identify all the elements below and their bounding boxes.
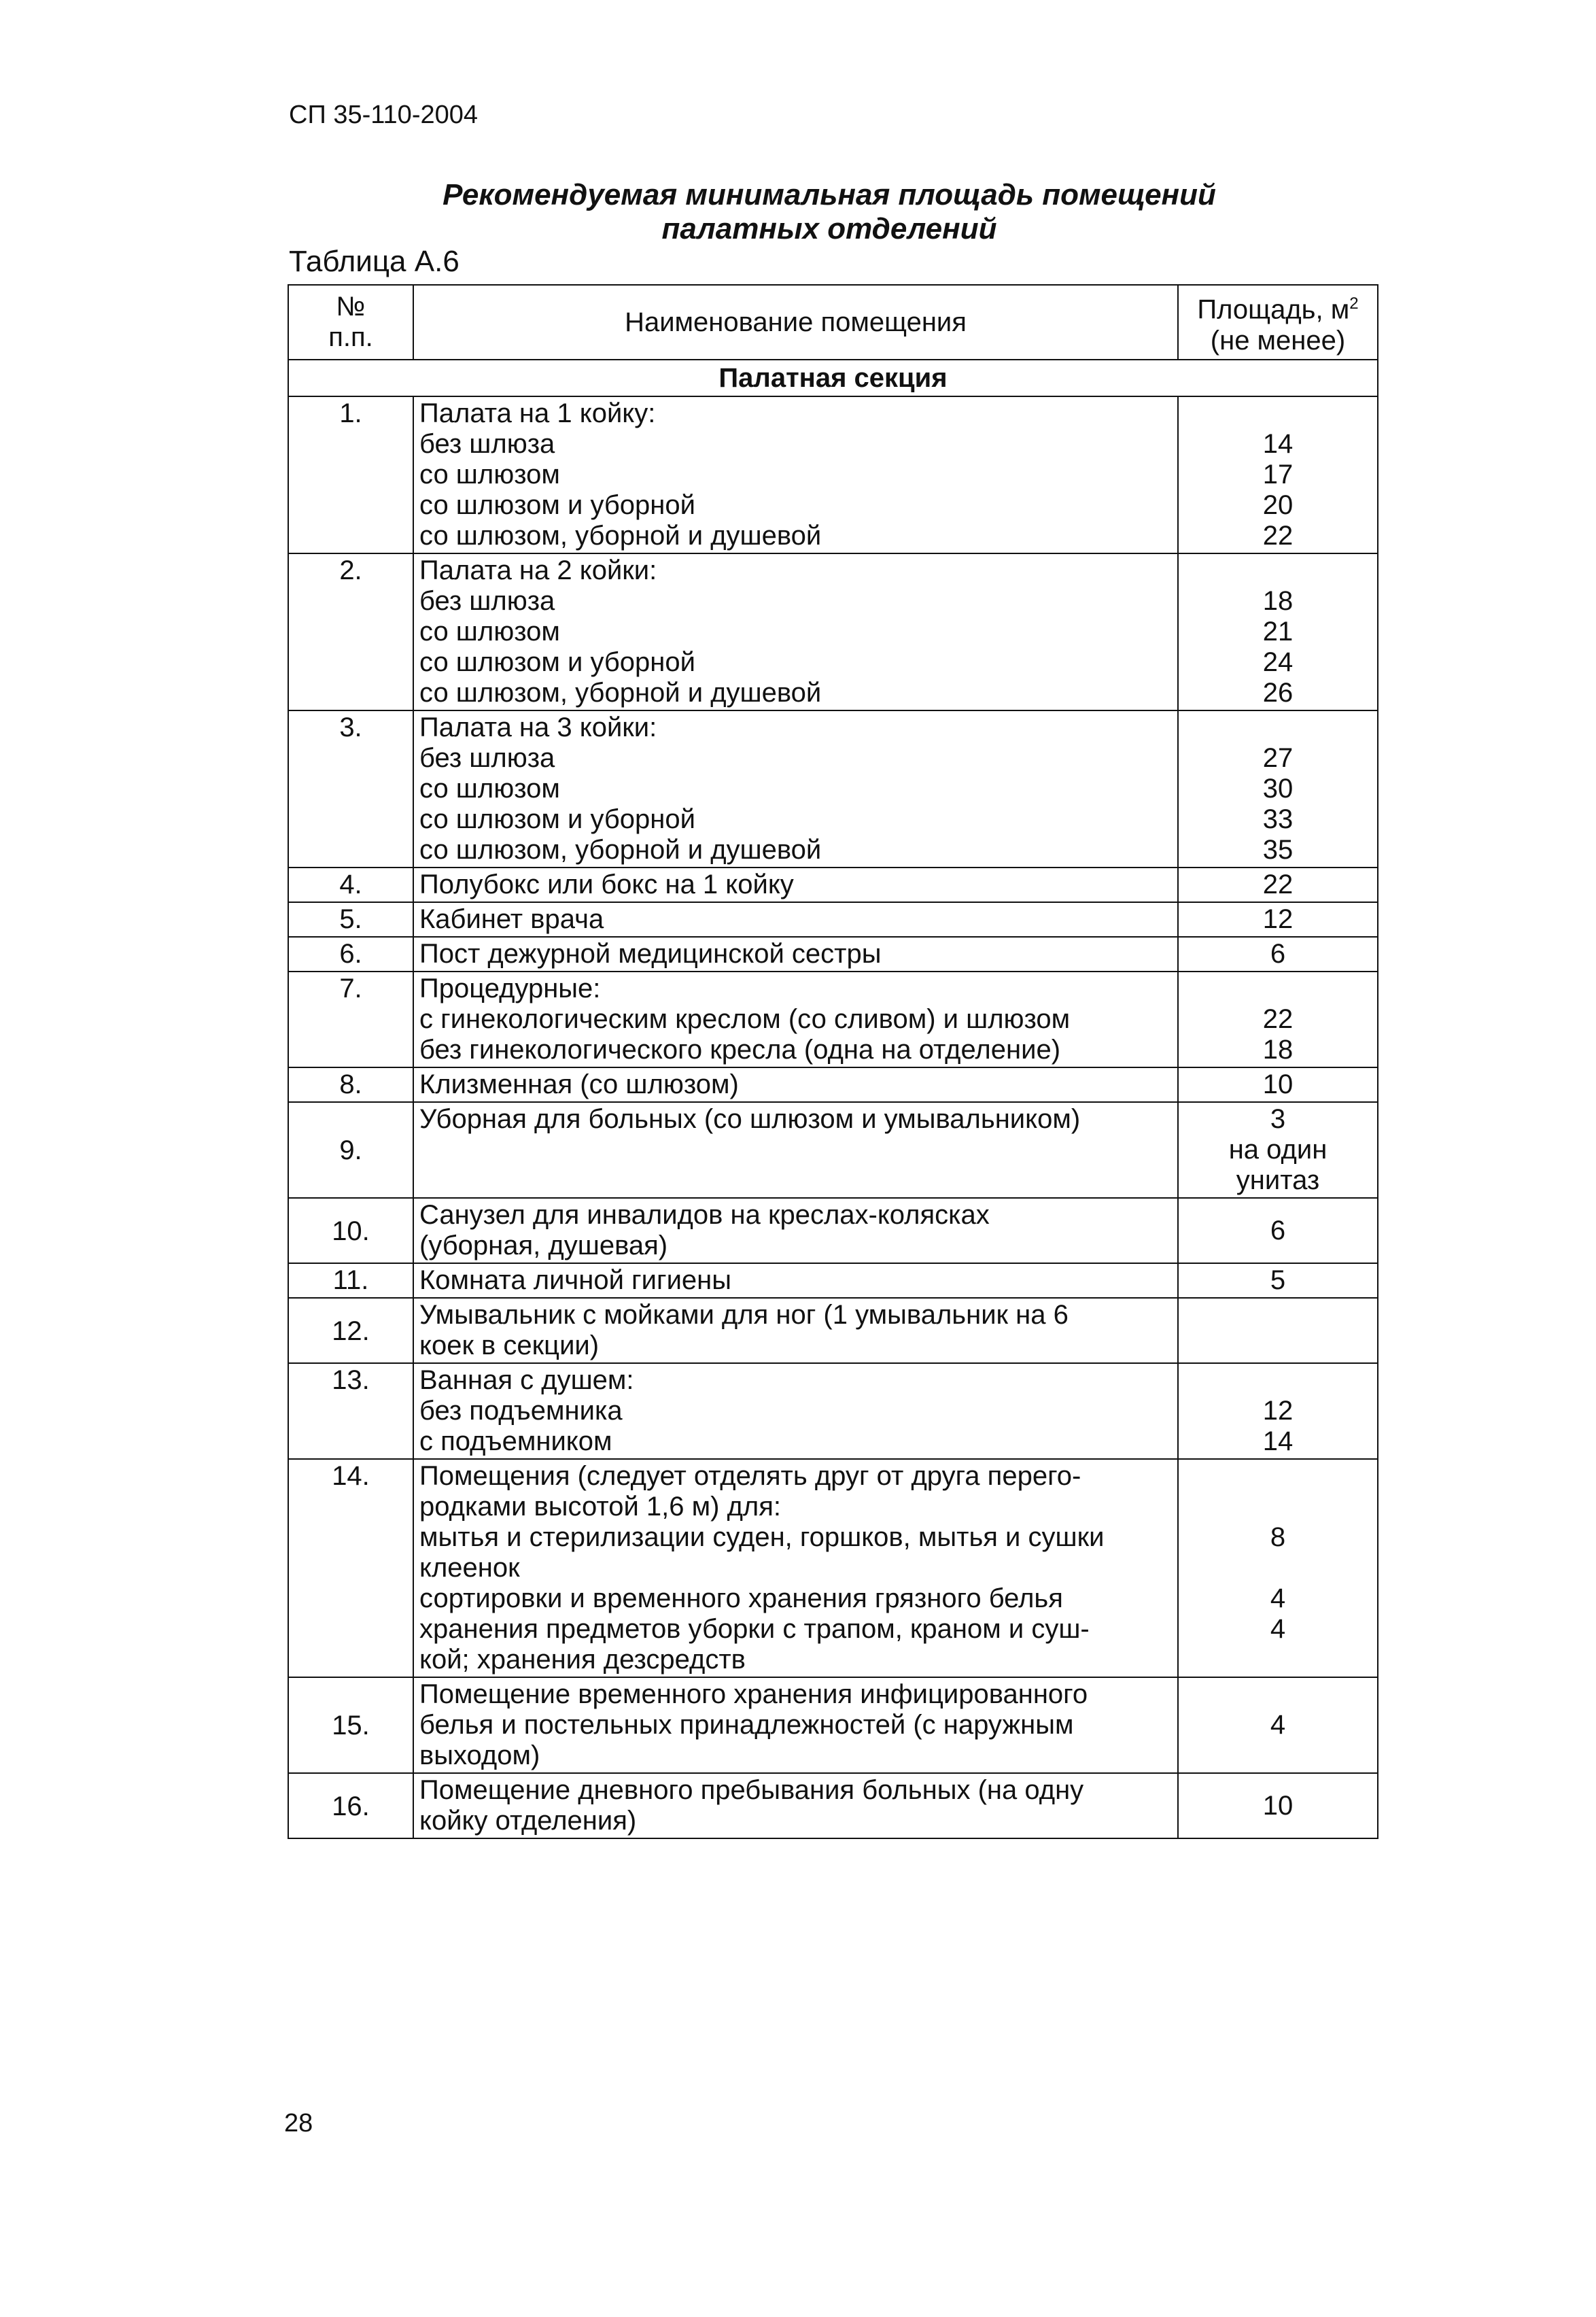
area-value: 4 (1270, 1583, 1286, 1613)
room-name-line: без шлюза (419, 586, 555, 616)
room-name-line: без шлюза (419, 429, 555, 459)
table-row (288, 868, 1378, 902)
room-name-line: без шлюза (419, 743, 555, 773)
room-name-cell (413, 553, 1178, 710)
room-name-line: с подъемником (419, 1426, 612, 1456)
room-name-line: со шлюзом (419, 774, 560, 804)
room-name-line: со шлюзом и уборной (419, 647, 695, 677)
title-line-2: палатных отделений (661, 212, 997, 245)
room-name-line: Полубокс или бокс на 1 койку (419, 870, 794, 899)
table-row (288, 1363, 1378, 1459)
room-name-line: белья и постельных принадлежностей (с наружным (419, 1710, 1074, 1740)
table-row (288, 1298, 1378, 1363)
room-name-cell (413, 1773, 1178, 1838)
area-cell (1178, 710, 1378, 868)
area-value (1184, 1461, 1372, 1492)
area-cell (1178, 937, 1378, 972)
area-value: 21 (1262, 617, 1294, 647)
room-name-cell (413, 1298, 1178, 1363)
room-name-line: со шлюзом, уборной и душевой (419, 678, 822, 708)
row-number: 16. (288, 1773, 413, 1838)
row-number: 9. (288, 1102, 413, 1198)
area-cell (1178, 972, 1378, 1067)
room-name-line: (уборная, душевая) (419, 1231, 668, 1260)
row-number: 6. (288, 937, 413, 972)
room-name-line: Комната личной гигиены (419, 1265, 732, 1295)
area-value (1184, 1492, 1372, 1522)
area-cell (1178, 396, 1378, 553)
area-value (1184, 1645, 1372, 1675)
header-area-text: Площадь, м (1197, 294, 1350, 325)
area-value (1184, 974, 1372, 1004)
area-value: 20 (1262, 490, 1294, 520)
room-name-line: без гинекологического кресла (одна на отделение) (419, 1035, 1061, 1065)
room-name-cell (413, 1102, 1178, 1198)
area-value: 5 (1270, 1265, 1286, 1295)
row-number: 4. (288, 868, 413, 902)
area-cell (1178, 1102, 1378, 1198)
room-name-line: сортировки и временного хранения грязного белья (419, 1583, 1063, 1613)
section-row (288, 360, 1378, 396)
title-line-1: Рекомендуемая минимальная площадь помещений (443, 178, 1216, 211)
room-name-line: со шлюзом и уборной (419, 804, 695, 834)
area-value (1184, 398, 1372, 429)
document-code: СП 35-110-2004 (289, 101, 479, 129)
table-row (288, 553, 1378, 710)
area-cell (1178, 1263, 1378, 1298)
row-number: 1. (288, 396, 413, 553)
room-name-line: Помещение дневного пребывания больных (на одну (419, 1775, 1084, 1805)
room-name-line: без подъемника (419, 1396, 623, 1426)
room-name-line: с гинекологическим креслом (со сливом) и шлюзом (419, 1004, 1071, 1034)
row-number: 13. (288, 1363, 413, 1459)
area-cell (1178, 1298, 1378, 1363)
room-name-line: со шлюзом и уборной (419, 490, 695, 520)
room-name-line: Умывальник с мойками для ног (1 умывальник на 6 (419, 1300, 1069, 1330)
table-row (288, 937, 1378, 972)
area-value (1184, 713, 1372, 743)
room-name-line: Кабинет врача (419, 904, 604, 934)
row-number: 12. (288, 1298, 413, 1363)
area-value: 12 (1262, 1396, 1294, 1426)
area-value: 22 (1262, 1004, 1294, 1034)
table-label: Таблица А.6 (289, 245, 459, 278)
room-name-line: Процедурные: (419, 974, 601, 1003)
header-number-symbol: № (336, 292, 366, 322)
area-cell (1178, 1773, 1378, 1838)
row-number: 8. (288, 1067, 413, 1102)
room-name-line: со шлюзом, уборной и душевой (419, 521, 822, 551)
room-name-line: со шлюзом, уборной и душевой (419, 835, 822, 865)
room-name-cell (413, 396, 1178, 553)
area-value: 4 (1270, 1710, 1286, 1740)
area-value: 6 (1270, 939, 1286, 969)
table-row (288, 1677, 1378, 1773)
area-cell (1178, 1459, 1378, 1677)
room-name-cell (413, 1459, 1178, 1677)
row-number: 7. (288, 972, 413, 1067)
header-area-label (1184, 288, 1372, 325)
room-name-line: выходом) (419, 1740, 540, 1770)
area-value (1184, 1553, 1372, 1583)
room-name-line: Палата на 1 койку: (419, 398, 656, 428)
room-name-cell (413, 1677, 1178, 1773)
area-value: 4 (1270, 1614, 1286, 1644)
area-value: 24 (1262, 647, 1294, 677)
area-value: 30 (1262, 774, 1294, 804)
area-value: на один (1228, 1135, 1328, 1165)
room-name-line: Помещения (следует отделять друг от друга перего- (419, 1461, 1081, 1491)
area-value: 18 (1262, 1035, 1294, 1065)
area-value: 35 (1262, 835, 1294, 865)
row-number: 2. (288, 553, 413, 710)
row-number: 15. (288, 1677, 413, 1773)
room-name-line: коек в секции) (419, 1331, 600, 1360)
header-area-unit-power: 2 (1349, 294, 1359, 313)
room-name-cell (413, 1363, 1178, 1459)
room-name-line: клеенок (419, 1553, 520, 1583)
room-name-line: со шлюзом (419, 460, 560, 490)
area-value: 26 (1262, 678, 1294, 708)
area-value: 22 (1262, 870, 1294, 899)
page-number: 28 (284, 2109, 313, 2138)
area-cell (1178, 902, 1378, 937)
room-name-cell (413, 1198, 1178, 1263)
area-value: 3 (1270, 1104, 1286, 1134)
area-value: 14 (1262, 1426, 1294, 1456)
row-number: 11. (288, 1263, 413, 1298)
area-cell (1178, 1198, 1378, 1263)
room-name-cell (413, 972, 1178, 1067)
room-name-line: со шлюзом (419, 617, 560, 647)
area-cell (1178, 1363, 1378, 1459)
area-value (1184, 555, 1372, 586)
area-cell (1178, 1677, 1378, 1773)
header-area-note: (не менее) (1210, 325, 1346, 356)
room-name-line: койку отделения) (419, 1806, 637, 1836)
rooms-area-table (288, 284, 1378, 1839)
header-number-abbr: п.п. (328, 322, 373, 352)
room-name-line: Палата на 2 койки: (419, 555, 657, 585)
room-name-cell (413, 710, 1178, 868)
area-value: 8 (1270, 1522, 1286, 1552)
room-name-line: Палата на 3 койки: (419, 713, 657, 742)
table-row (288, 1067, 1378, 1102)
room-name-line: Пост дежурной медицинской сестры (419, 939, 882, 969)
area-value (1184, 1316, 1372, 1346)
area-value (1184, 1365, 1372, 1396)
room-name-cell (413, 902, 1178, 937)
area-value: 10 (1262, 1790, 1294, 1821)
room-name-cell (413, 1067, 1178, 1102)
table-row (288, 1263, 1378, 1298)
room-name-line: кой; хранения дезсредств (419, 1645, 746, 1675)
table-row (288, 1102, 1378, 1198)
table-row (288, 972, 1378, 1067)
area-value: 27 (1262, 743, 1294, 773)
area-value: 10 (1262, 1069, 1294, 1099)
area-value: 18 (1262, 586, 1294, 616)
table-header-row (288, 285, 1378, 360)
room-name-line: родками высотой 1,6 м) для: (419, 1492, 782, 1522)
area-value: 14 (1262, 429, 1294, 459)
table-row (288, 1773, 1378, 1838)
header-area-cell (1178, 285, 1378, 360)
room-name-line: Ванная с душем: (419, 1365, 634, 1395)
table-row (288, 396, 1378, 553)
room-name-cell (413, 868, 1178, 902)
area-value: 12 (1262, 904, 1294, 934)
area-value: 33 (1262, 804, 1294, 834)
room-name-line: Уборная для больных (со шлюзом и умывальником) (419, 1104, 1081, 1134)
row-number: 14. (288, 1459, 413, 1677)
header-number-cell (288, 285, 413, 360)
table-title (408, 178, 1251, 246)
section-title: Палатная секция (288, 360, 1378, 396)
room-name-line: мытья и стерилизации суден, горшков, мытья и сушки (419, 1522, 1105, 1552)
room-name-cell (413, 937, 1178, 972)
row-number: 10. (288, 1198, 413, 1263)
room-name-line: хранения предметов уборки с трапом, краном и суш- (419, 1614, 1090, 1644)
table-row (288, 710, 1378, 868)
area-cell (1178, 868, 1378, 902)
area-value: унитаз (1236, 1165, 1320, 1195)
room-name-line: Помещение временного хранения инфицированного (419, 1679, 1088, 1709)
room-name-cell (413, 1263, 1178, 1298)
table-row (288, 902, 1378, 937)
table-row (288, 1459, 1378, 1677)
area-value: 6 (1270, 1215, 1286, 1246)
table-row (288, 1198, 1378, 1263)
header-name-cell: Наименование помещения (413, 285, 1178, 360)
room-name-line: Клизменная (со шлюзом) (419, 1069, 739, 1099)
row-number: 3. (288, 710, 413, 868)
row-number: 5. (288, 902, 413, 937)
area-cell (1178, 1067, 1378, 1102)
area-value: 17 (1262, 460, 1294, 490)
area-cell (1178, 553, 1378, 710)
room-name-line: Санузел для инвалидов на креслах-колясках (419, 1200, 990, 1230)
area-value: 22 (1262, 521, 1294, 551)
